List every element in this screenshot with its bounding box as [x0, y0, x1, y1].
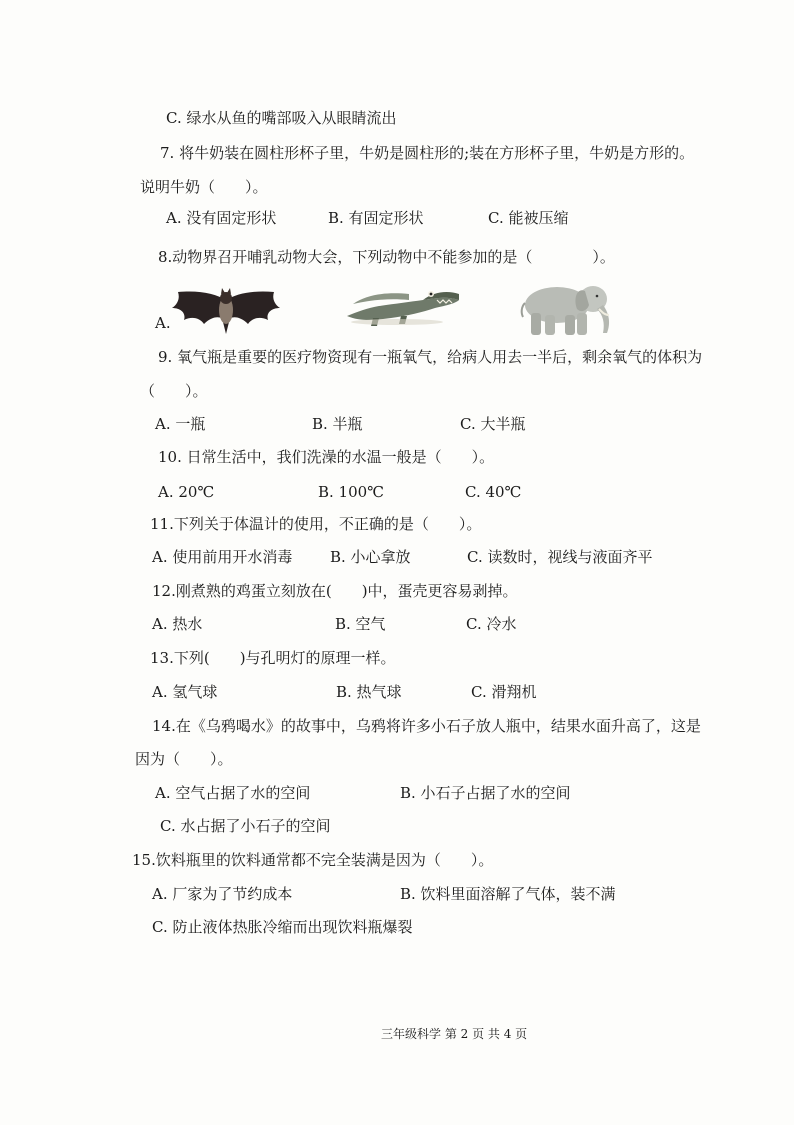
q11-text: 11.下列关于体温计的使用，不正确的是（ ）。 — [150, 515, 482, 533]
q9-text: 9. 氧气瓶是重要的医疗物资现有一瓶氧气，给病人用去一半后，剩余氧气的体积为 — [158, 348, 703, 366]
q14-option-a: A. 空气占据了水的空间 — [155, 784, 311, 802]
q13-option-a: A. 氢气球 — [152, 683, 218, 701]
q7-option-c: C. 能被压缩 — [488, 209, 569, 227]
q14-option-c: C. 水占据了小石子的空间 — [160, 817, 331, 835]
q9-option-c: C. 大半瓶 — [460, 415, 526, 433]
q11-option-b: B. 小心拿放 — [330, 548, 411, 566]
page-footer: 三年级科学 第 2 页 共 4 页 — [381, 1027, 528, 1041]
q15-option-b: B. 饮料里面溶解了气体，装不满 — [400, 885, 616, 903]
q12-option-b: B. 空气 — [335, 615, 386, 633]
q14-option-b: B. 小石子占据了水的空间 — [400, 784, 571, 802]
q6-option-c: C. 绿水从鱼的嘴部吸入从眼睛流出 — [166, 109, 397, 127]
q13-option-c: C. 滑翔机 — [471, 683, 537, 701]
q7-option-b: B. 有固定形状 — [328, 209, 424, 227]
q14-text: 14.在《乌鸦喝水》的故事中，乌鸦将许多小石子放人瓶中，结果水面升高了，这是 — [152, 717, 701, 735]
q14-text-cont: 因为（ ）。 — [135, 750, 233, 768]
q8-option-a: A. — [155, 314, 171, 332]
q15-option-a: A. 厂家为了节约成本 — [152, 885, 293, 903]
q9-text-cont: （ ）。 — [140, 382, 208, 400]
elephant-picture — [517, 281, 617, 337]
q7-text: 7. 将牛奶装在圆柱形杯子里，牛奶是圆柱形的;装在方形杯子里，牛奶是方形的。 — [160, 144, 695, 162]
q7-option-a: A. 没有固定形状 — [166, 209, 277, 227]
bat-picture — [170, 286, 282, 336]
q12-option-c: C. 冷水 — [466, 615, 517, 633]
q10-option-a: A. 20℃ — [158, 483, 215, 501]
q15-option-c: C. 防止液体热胀冷缩而出现饮料瓶爆裂 — [152, 918, 413, 936]
q11-option-a: A. 使用前用开水消毒 — [152, 548, 293, 566]
q10-option-b: B. 100℃ — [318, 483, 384, 501]
q10-text: 10. 日常生活中，我们洗澡的水温一般是（ ）。 — [158, 448, 495, 466]
q15-text: 15.饮料瓶里的饮料通常都不完全装满是因为（ ）。 — [132, 851, 494, 869]
q13-option-b: B. 热气球 — [336, 683, 402, 701]
q10-option-c: C. 40℃ — [465, 483, 522, 501]
q13-text: 13.下列( )与孔明灯的原理一样。 — [150, 649, 396, 667]
q11-option-c: C. 读数时，视线与液面齐平 — [467, 548, 653, 566]
q12-option-a: A. 热水 — [152, 615, 203, 633]
crocodile-picture — [343, 282, 463, 328]
q12-text: 12.刚煮熟的鸡蛋立刻放在( )中，蛋壳更容易剥掉。 — [152, 582, 518, 600]
q8-text: 8.动物界召开哺乳动物大会，下列动物中不能参加的是（ ）。 — [158, 248, 615, 266]
q7-text-cont: 说明牛奶（ ）。 — [140, 178, 268, 196]
q9-option-a: A. 一瓶 — [155, 415, 206, 433]
q9-option-b: B. 半瓶 — [312, 415, 363, 433]
